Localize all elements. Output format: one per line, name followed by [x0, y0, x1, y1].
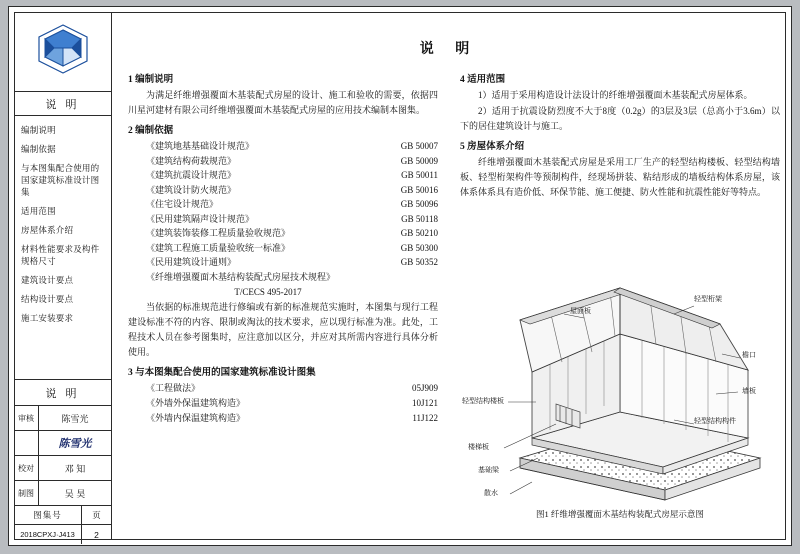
section-2-paragraph: 当依据的标准规范进行修编或有新的标准规范实施时，本图集与现行工程建设标准不符的内容、限制或淘汰的技术要求，应以现行标准为准。此处，工程技术人员在参考图集时，应注意加以区分，并应对其所需内容进行具体分析使用。: [128, 302, 438, 357]
signature-label-check: 校对: [14, 456, 39, 480]
signature-sign-review: [14, 431, 111, 456]
toc-item-2[interactable]: 与本图集配合使用的国家建筑标准设计图集: [21, 163, 100, 197]
atlas-name: 《工程做法》: [146, 383, 201, 393]
standard-code: GB 50009: [400, 155, 438, 166]
signature-name-review: 陈雪光: [61, 413, 89, 424]
standard-last-code: T/CECS 495-2017: [234, 287, 302, 297]
standard-name: 《民用建筑隔声设计规范》: [146, 213, 255, 224]
logo-icon: [25, 21, 101, 83]
toc-list: [14, 116, 111, 380]
standard-name: 《建筑地基基础设计规范》: [146, 141, 255, 151]
toc-header: 说 明: [14, 92, 111, 116]
toc-item-7[interactable]: 结构设计要点: [21, 294, 74, 304]
standard-row: [128, 183, 438, 198]
atlas-name: 《外墙内保温建筑构造》: [146, 413, 246, 423]
signature-row-check: [14, 456, 111, 481]
atlas-name: 《外墙外保温建筑构造》: [146, 398, 246, 408]
standard-code: GB 50118: [401, 213, 438, 224]
standard-name: 《建筑工程施工质量验收统一标准》: [146, 242, 291, 253]
toc-item-1[interactable]: 编制依据: [21, 144, 56, 154]
fig-label-apron: 散水: [484, 489, 498, 497]
fig-label-roof-panel: 屋面板: [570, 307, 591, 315]
fig-label-stair-panel: 楼梯板: [468, 443, 489, 451]
atlas-code: 11J122: [412, 413, 438, 423]
fig-label-floor-panel: 轻型结构楼板: [462, 397, 504, 405]
standard-code: GB 50011: [401, 170, 438, 180]
standard-row: [128, 226, 438, 241]
house-diagram-svg: [460, 262, 780, 502]
section-heading-4: 4 适用范围: [460, 75, 506, 85]
standard-row: [128, 241, 438, 256]
toc-item-6[interactable]: 建筑设计要点: [21, 275, 74, 285]
signature-label-review-blank: [14, 431, 39, 455]
standard-code: GB 50016: [400, 184, 438, 195]
standard-code: GB 50300: [400, 242, 438, 253]
standard-name: 《建筑装饰装修工程质量验收规范》: [146, 228, 291, 238]
signature-row-review: [14, 406, 111, 431]
section-heading-1: 1 编制说明: [128, 75, 174, 85]
standard-name: 《建筑抗震设计规范》: [146, 170, 237, 180]
toc-item-0[interactable]: 编制说明: [21, 125, 56, 135]
album-number-header-row: [14, 506, 111, 525]
standard-name: 《住宅设计规范》: [146, 199, 219, 209]
fig-label-foundation-beam: 基础梁: [478, 466, 499, 474]
fig-label-eave: 檐口: [742, 351, 756, 359]
section-heading-5: 5 房屋体系介绍: [460, 142, 525, 152]
sheet-content: [112, 12, 786, 540]
text-column-left: [128, 67, 438, 426]
toc-item-3[interactable]: 适用范围: [21, 206, 56, 216]
album-number-label: 图集号: [14, 506, 82, 524]
standard-row-last: 《纤维增强覆面木基结构装配式房屋技术规程》: [146, 271, 336, 282]
title-block-column: [14, 12, 112, 540]
toc-item-8[interactable]: 施工安装要求: [21, 313, 74, 323]
standard-code: GB 50007: [400, 141, 438, 151]
fig-label-wall-panel: 墙板: [742, 387, 756, 395]
toc-item-4[interactable]: 房屋体系介绍: [21, 225, 74, 235]
standard-row: [128, 139, 438, 154]
standard-code: GB 50096: [400, 199, 438, 209]
album-number-value: 2018CPXJ·J413: [14, 525, 82, 544]
signature-sign-check: [14, 481, 111, 506]
standard-row: [128, 255, 438, 270]
album-number-value-row: [14, 525, 111, 544]
signature-label-review: 审核: [14, 406, 39, 430]
section-4-item-1: 1）适用于采用构造设计法设计的纤维增强覆面木基装配式房屋体系。: [478, 90, 753, 100]
drawing-sheet: [8, 6, 792, 546]
atlas-code: 05J909: [411, 383, 438, 393]
fig-label-structural-member: 轻型结构构件: [694, 417, 736, 425]
standard-row: [128, 197, 438, 212]
company-logo: [14, 12, 111, 92]
page-label: 页: [92, 510, 101, 520]
signature-name-draw: 吴 昊: [64, 488, 86, 499]
toc-item-5[interactable]: 材料性能要求及构件规格尺寸: [21, 244, 100, 266]
house-isometric-figure: [460, 262, 780, 502]
text-column-right: [460, 67, 780, 201]
section-heading-2: 2 编制依据: [128, 126, 174, 136]
standard-row: [128, 168, 438, 183]
signature-name-check: 邓 知: [64, 463, 86, 474]
signature-block-title: 说 明: [14, 380, 111, 406]
page-title: 说 明: [419, 42, 479, 57]
standard-name: 《民用建筑设计通则》: [146, 257, 237, 267]
standard-row: [128, 154, 438, 169]
signature-label-draw: 制图: [14, 481, 39, 505]
standard-row: [128, 212, 438, 227]
standard-name: 《建筑设计防火规范》: [146, 184, 237, 195]
standard-name: 《建筑结构荷载规范》: [146, 155, 237, 166]
signature-handwriting-review: 陈雪光: [58, 438, 92, 450]
section-1-paragraph: 为满足纤维增强覆面木基装配式房屋的设计、施工和验收的需要，依据四川星河建材有限公司纤维增强覆面木基装配式房屋的应用技术编制本图集。: [128, 90, 438, 115]
section-5-paragraph: 纤维增强覆面木基装配式房屋是采用工厂生产的轻型结构楼板、轻型结构墙板、轻型桁架构件等预制构件，经现场拼装、粘结形成的墙板结构体系房屋，该体系体系具有造价低、环保节能、施工便捷、防火性能和抗震性能好等特点。: [460, 157, 780, 197]
atlas-row: [128, 396, 438, 411]
fig-label-truss: 轻型桁架: [694, 295, 722, 303]
page-number-value: 2: [94, 529, 99, 540]
figure-caption: 图1 纤维增强覆面木基结构装配式房屋示意图: [536, 509, 704, 519]
standard-code: GB 50210: [400, 228, 438, 238]
atlas-code: 10J121: [411, 398, 438, 408]
section-4-item-2: 2）适用于抗震设防烈度不大于8度（0.2g）的3层及3层（总高小于3.6m）以下的居住建筑设计与施工。: [460, 106, 780, 131]
atlas-row: [128, 411, 438, 426]
section-heading-3: 3 与本图集配合使用的国家建筑标准设计图集: [128, 368, 316, 378]
atlas-row: [128, 381, 438, 396]
standard-code: GB 50352: [400, 257, 438, 267]
